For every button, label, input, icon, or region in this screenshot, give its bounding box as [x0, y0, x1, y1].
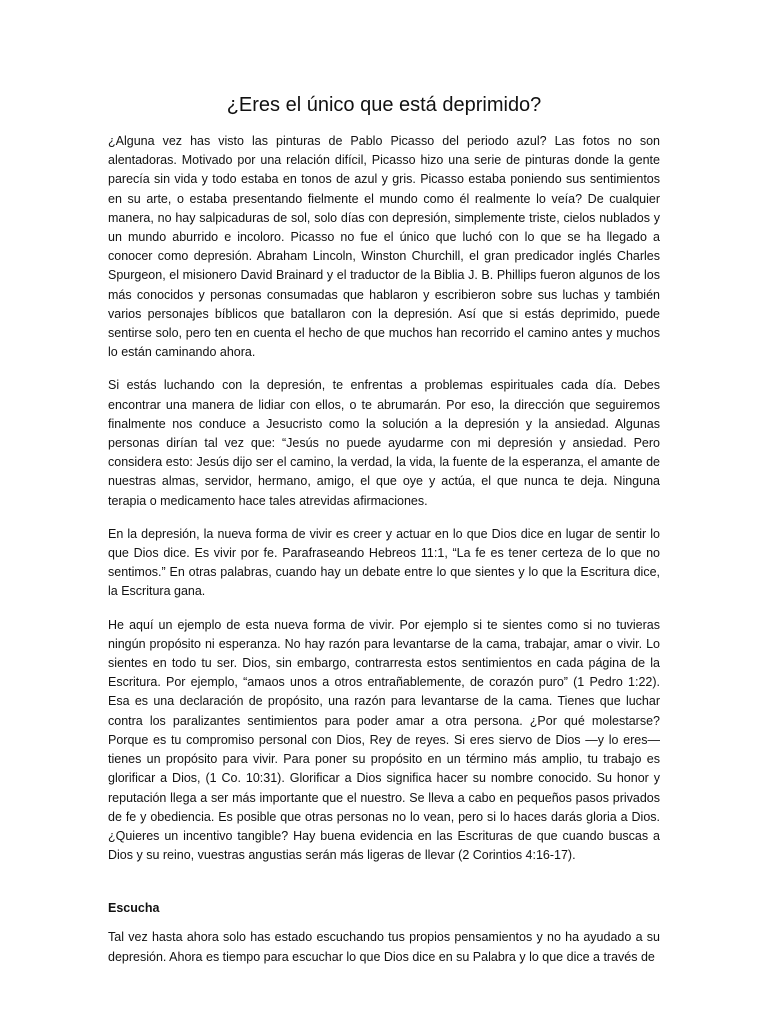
- paragraph-picasso: ¿Alguna vez has visto las pinturas de Pablo Picasso del periodo azul? Las fotos no son alentadoras. Motivado por una relación difícil, Picasso hizo una serie de pinturas donde la gente parecía sin vida y todo estaba en tonos de azul y gris. Picasso estaba poniendo sus sentimientos en su arte, o estaba presentando fielmente el mundo como él realmente lo veía? De cualquier manera, no hay salpicaduras de sol, solo días con depresión, simplemente triste, cielos nublados y un mundo aburrido e incoloro. Picasso no fue el único que luchó con lo que se ha llegado a conocer como depresión. Abraham Lincoln, Winston Churchill, el gran predicador inglés Charles Spurgeon, el misionero David Brainard y el traductor de la Biblia J. B. Phillips fueron algunos de los más conocidos y personas consumadas que hablaron y escribieron sobre sus luchas y también varios personajes bíblicos que batallaron con la depresión. Así que si estás deprimido, puede sentirse solo, pero ten en cuenta el hecho de que muchos han recorrido el camino antes y muchos lo están caminando ahora.: [108, 134, 660, 360]
- paragraph-struggling: Si estás luchando con la depresión, te enfrentas a problemas espirituales cada día. Debes encontrar una manera de lidiar con ellos, o te abrumarán. Por eso, la dirección que seguiremos finalmente nos conduce a Jesucristo como la solución a la depresión y la ansiedad. Algunas personas dirían tal vez que: “Jesús no puede ayudarme con mi depresión y ansiedad. Pero considera esto: Jesús dijo ser el camino, la verdad, la vida, la fuente de la esperanza, el amante de nuestras almas, servidor, hermano, amigo, el que oye y actúa, el que nunca te deja. Ninguna terapia o medicamento hace tales atrevidas afirmaciones.: [108, 378, 660, 508]
- paragraph-faith: En la depresión, la nueva forma de vivir es creer y actuar en lo que Dios dice en lugar de sentir lo que Dios dice. Es vivir por fe. Parafraseando Hebreos 11:1, “La fe es tener certeza de lo que no sentimos.” En otras palabras, cuando hay un debate entre lo que sientes y lo que la Escritura dice, la Escritura gana.: [108, 526, 660, 599]
- section-heading-escucha: Escucha: [108, 901, 160, 916]
- document-content: [108, 92, 660, 981]
- paragraph-escucha: Tal vez hasta ahora solo has estado escuchando tus propios pensamientos y no ha ayudado a su depresión. Ahora es tiempo para escuchar lo que Dios dice en su Palabra y lo que dice a través de: [108, 930, 660, 964]
- paragraph-new-way: He aquí un ejemplo de esta nueva forma de vivir. Por ejemplo si te sientes como si no tuvieras ningún propósito ni esperanza. No hay razón para levantarse de la cama, trabajar, amar o vivir. Lo sientes en todo tu ser. Dios, sin embargo, contrarresta estos sentimientos en cada página de la Escritura. Por ejemplo, “amaos unos a otros entrañablemente, de corazón puro” (1 Pedro 1:22). Esa es una declaración de propósito, una razón para levantarse de la cama. Tienes que luchar contra los paralizantes sentimientos para poder amar a otra persona. ¿Por qué molestarse? Porque es tu compromiso personal con Dios, Rey de reyes. Si eres siervo de Dios —y lo eres— tienes un propósito para vivir. Para poner su propósito en un término más amplio, tu trabajo es glorificar a Dios, (1 Co. 10:31). Glorificar a Dios significa hacer su nombre conocido. Su honor y reputación llega a ser más importante que el nuestro. Se lleva a cabo en pequeños pasos privados de fe y obediencia. Es posible que otras personas no lo vean, pero si lo haces darás gloria a Dios. ¿Quieres un incentivo tangible? Hay buena evidencia en las Escrituras de que cuando buscas a Dios y su reino, vuestras angustias serán más ligeras de llevar (2 Corintios 4:16-17).: [108, 617, 660, 863]
- document-title: ¿Eres el único que está deprimido?: [226, 94, 542, 116]
